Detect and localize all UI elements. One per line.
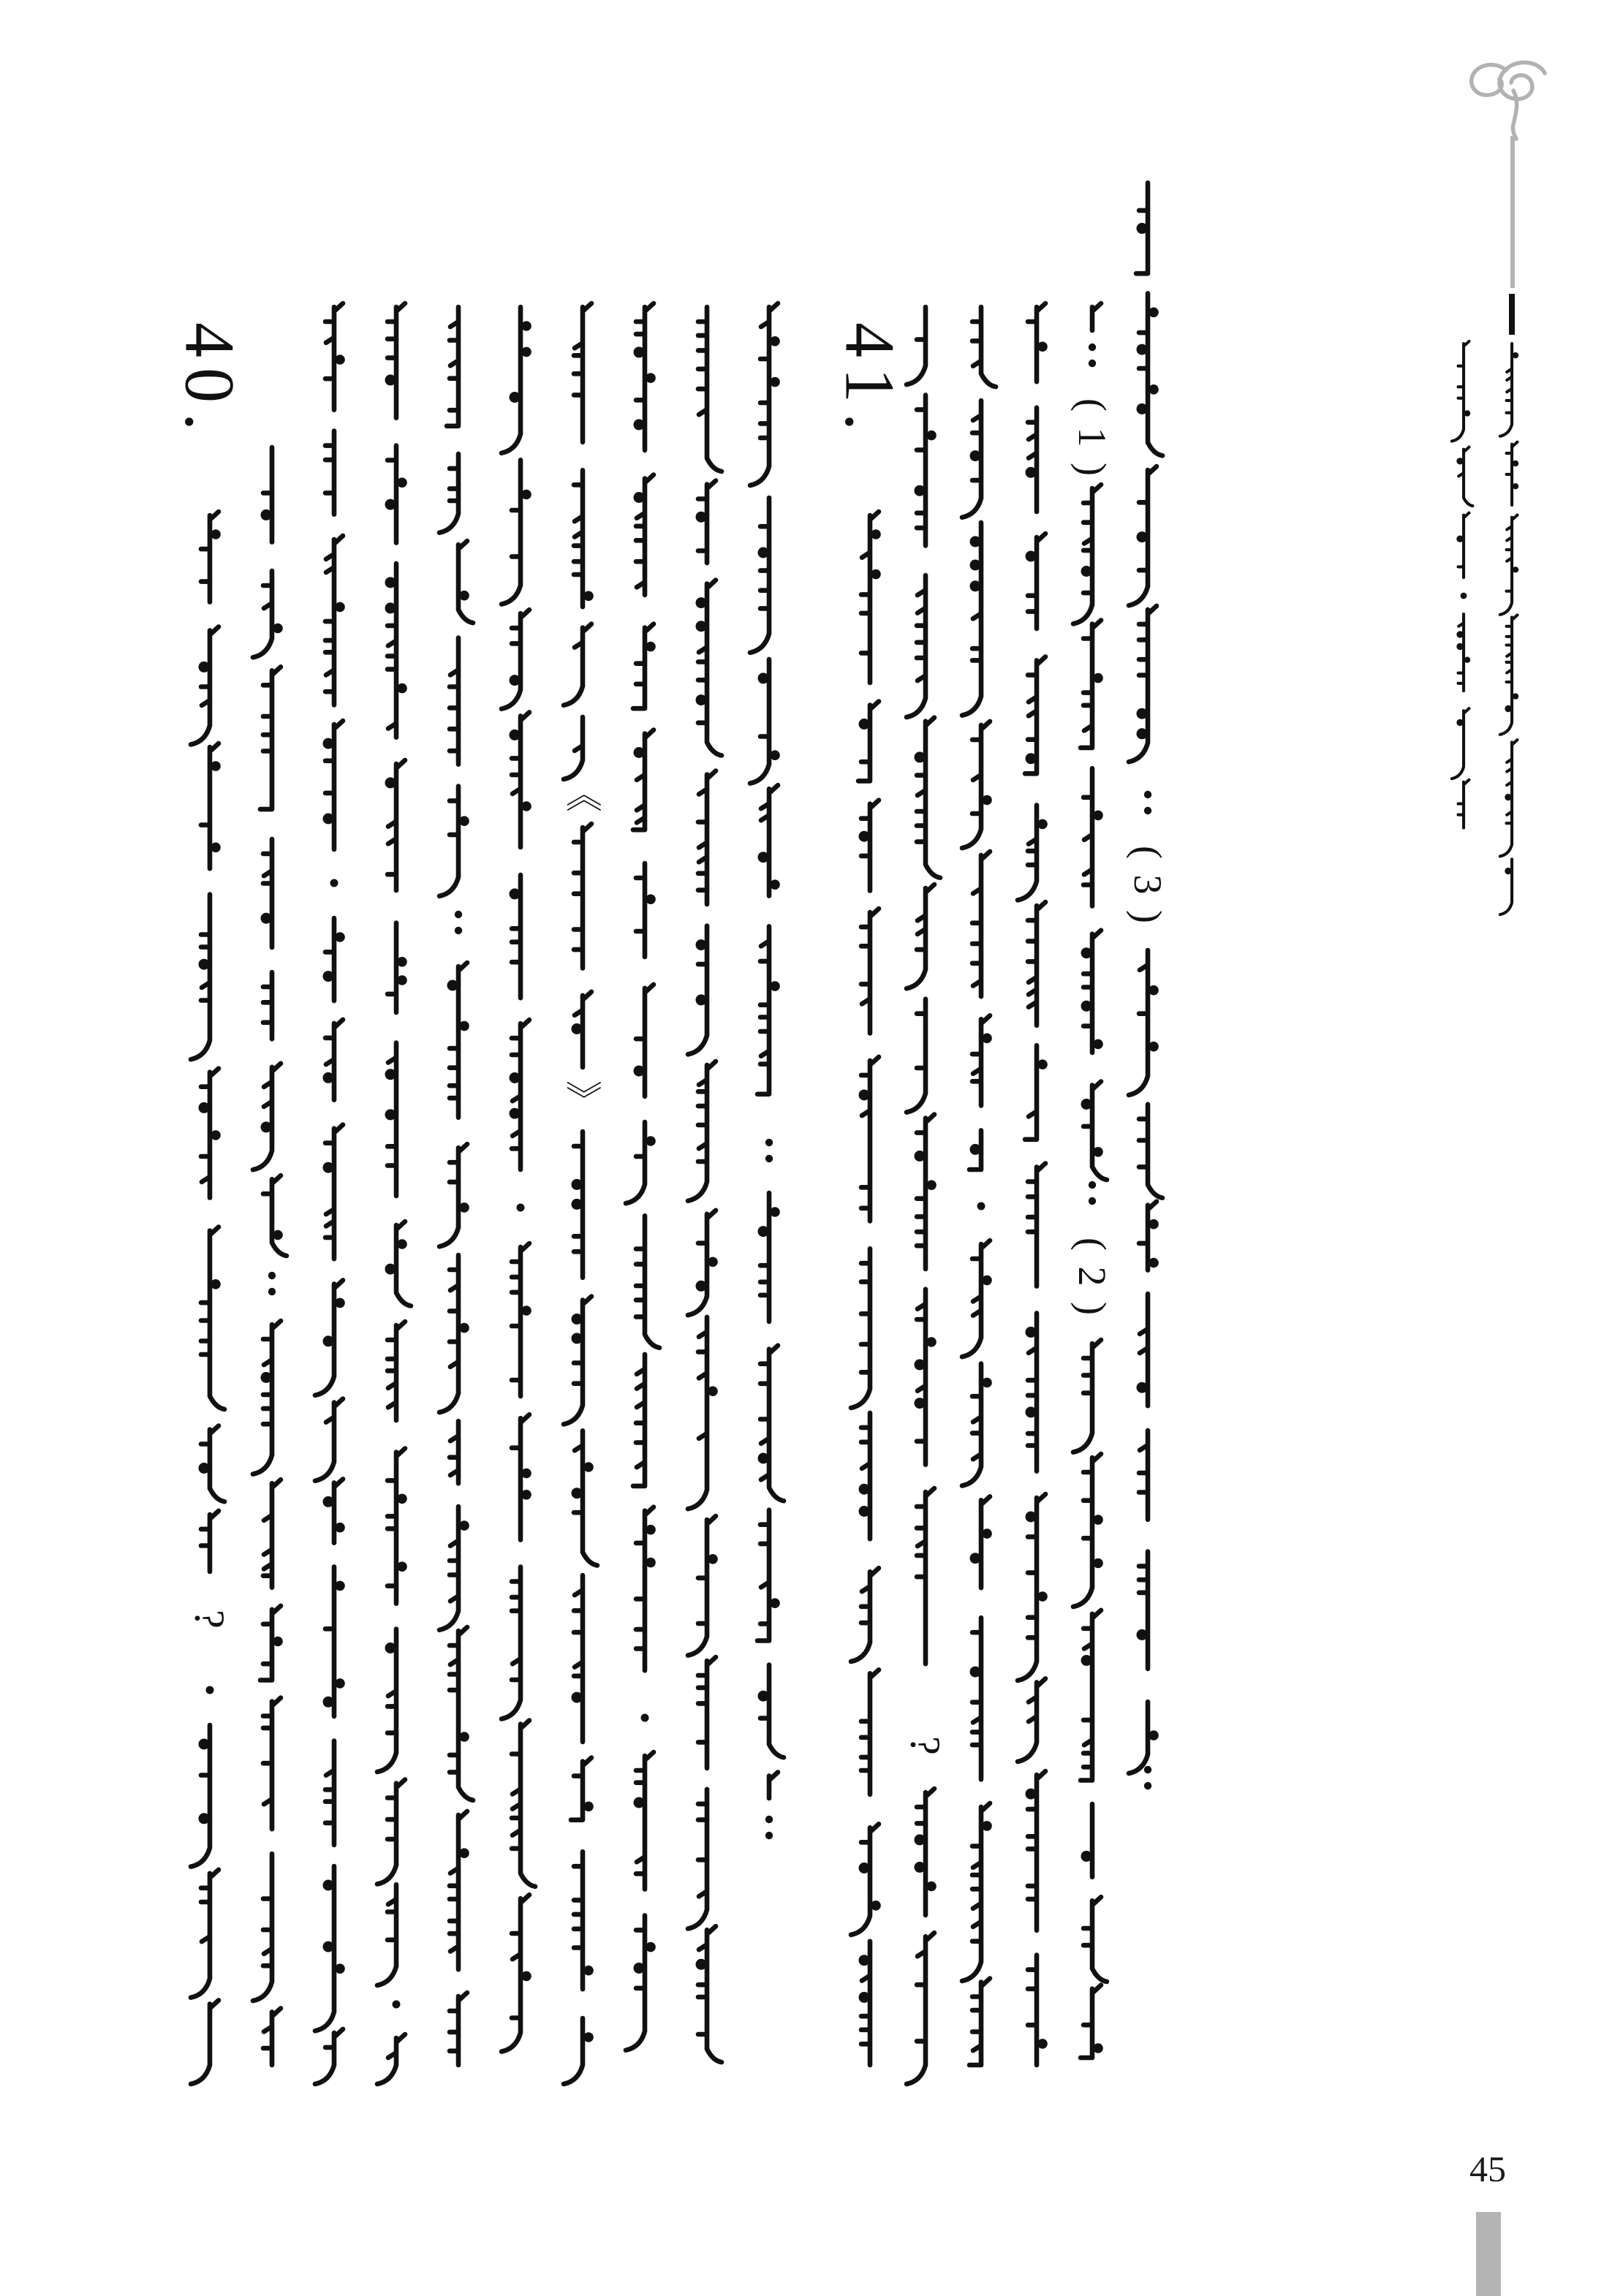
- item-number: 40.: [170, 322, 249, 441]
- comma-dot: [977, 1202, 985, 1210]
- comma-dot: [330, 879, 338, 887]
- q41-col-0: [831, 322, 909, 2065]
- flourish-ornament-icon: [1472, 62, 1545, 139]
- comma-dot: [517, 1204, 525, 1212]
- q40-col-3: [377, 303, 411, 2084]
- full-stop: [765, 1816, 773, 1839]
- running-head: [1452, 62, 1545, 914]
- full-stop: [1144, 1766, 1151, 1789]
- header-col-2: [1452, 341, 1473, 828]
- header-col-1: [1500, 344, 1518, 914]
- sub-item-number: ( 3 ): [1126, 846, 1170, 926]
- q41-col-3: [1018, 303, 1048, 2065]
- comma-dot: [206, 1686, 214, 1694]
- q40-col-1: [253, 447, 287, 2065]
- page-number: 45: [1469, 2148, 1506, 2189]
- q41-col-4: [1070, 303, 1114, 2058]
- sub-item-number: ( 2 ): [1070, 1238, 1114, 1318]
- open-quote: 《: [562, 776, 603, 812]
- comma-dot: [393, 2001, 401, 2009]
- question-mark: ?: [186, 1610, 234, 1629]
- full-stop: [1089, 1181, 1096, 1205]
- q40-col-6: [562, 303, 603, 2084]
- full-stop: [765, 1139, 773, 1162]
- comma-dot: [641, 1714, 649, 1722]
- full-stop: [455, 911, 462, 934]
- question-mark: ?: [901, 1736, 950, 1755]
- q41-col-2: [962, 307, 996, 2065]
- q40-col-0: [171, 322, 249, 2084]
- q40-col-5: [502, 307, 535, 2052]
- header-rule: [1510, 136, 1515, 288]
- colon: [1089, 344, 1096, 367]
- q41-col-5: [1126, 183, 1170, 1789]
- q40-col-2: [315, 303, 345, 2084]
- page-edge-bar: [1476, 2212, 1501, 2296]
- item-number: 41.: [831, 322, 909, 441]
- sub-item-number: ( 1 ): [1070, 398, 1114, 479]
- close-quote: 》: [562, 1080, 603, 1117]
- q40-col-9: [750, 303, 784, 1839]
- body-text: [171, 183, 1170, 2084]
- q40-col-8: [688, 307, 722, 2062]
- q41-col-1: [902, 307, 950, 2084]
- q40-col-4: [439, 307, 473, 2065]
- full-stop: [268, 1272, 276, 1295]
- punctuation-dot: [1461, 593, 1467, 599]
- full-stop: [1144, 791, 1151, 814]
- q40-col-7: [626, 303, 659, 2050]
- header-dash: [1509, 294, 1515, 335]
